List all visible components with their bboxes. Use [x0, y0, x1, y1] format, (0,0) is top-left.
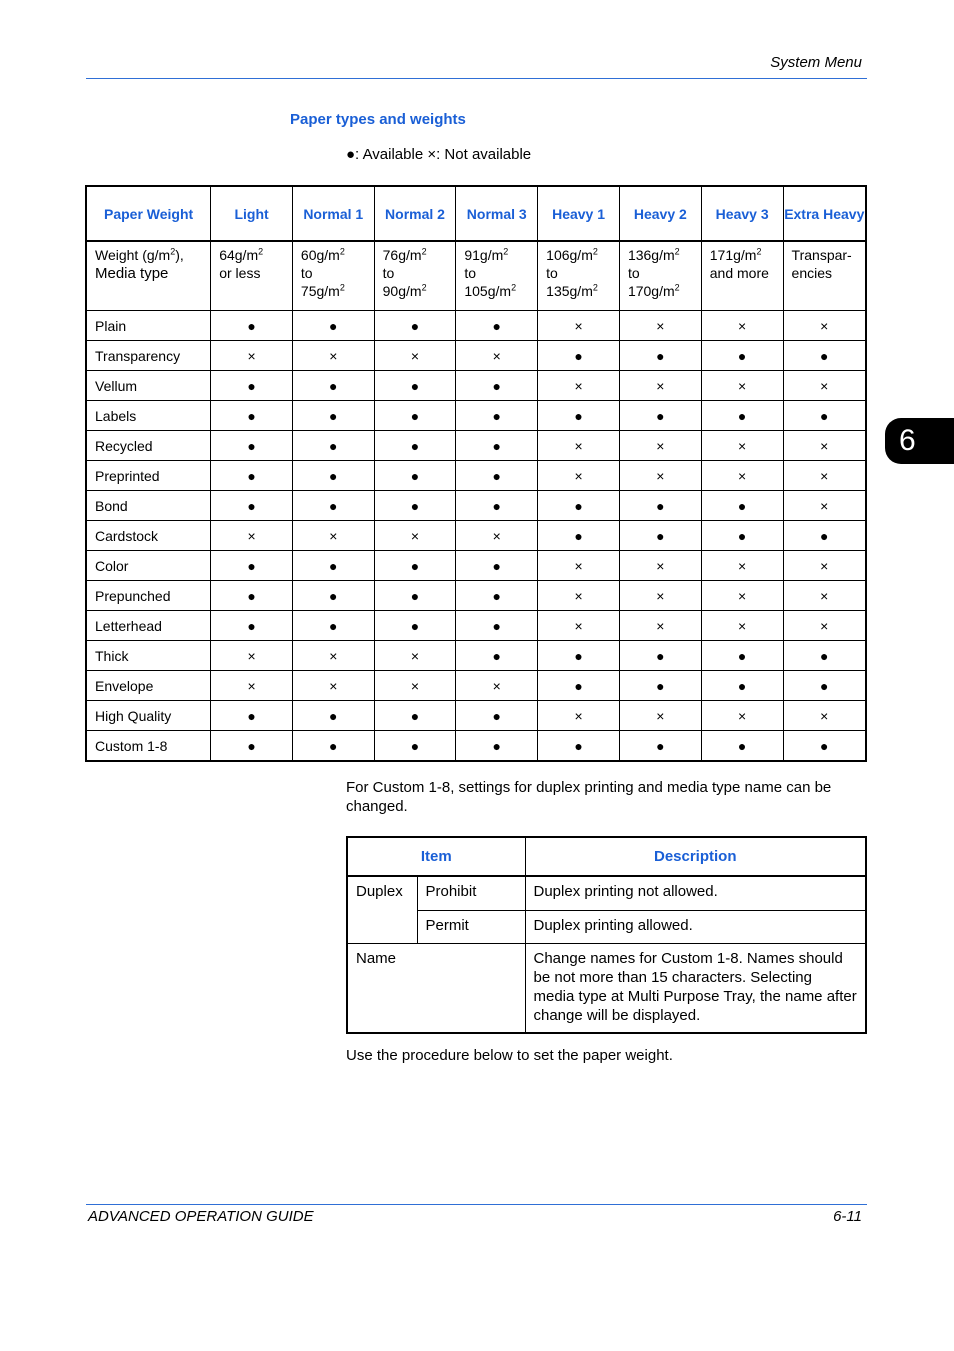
- header-item: Item: [347, 837, 525, 876]
- not-available-mark: ×: [783, 611, 866, 641]
- prohibit-option: Prohibit: [417, 876, 525, 910]
- name-description: Change names for Custom 1-8. Names should be not more than 15 characters. Selecting media type at Multi Purpose Tray, the name after change will be displayed.: [525, 944, 866, 1034]
- available-mark: ●: [783, 401, 866, 431]
- available-mark: ●: [292, 551, 374, 581]
- column-header: Normal 2: [374, 186, 456, 241]
- media-type-label: Transparency: [86, 341, 211, 371]
- available-mark: ●: [783, 641, 866, 671]
- available-mark: ●: [292, 581, 374, 611]
- table-row: [86, 461, 866, 491]
- not-available-mark: ×: [211, 671, 293, 701]
- not-available-mark: ×: [374, 671, 456, 701]
- available-mark: ●: [292, 731, 374, 762]
- media-type-label: Plain: [86, 311, 211, 341]
- table-row: [86, 641, 866, 671]
- available-mark: ●: [456, 731, 538, 762]
- available-mark: ●: [374, 491, 456, 521]
- table-row: [86, 611, 866, 641]
- available-mark: ●: [211, 371, 293, 401]
- not-available-mark: ×: [538, 461, 620, 491]
- available-mark: ●: [292, 431, 374, 461]
- media-type-label: Preprinted: [86, 461, 211, 491]
- not-available-mark: ×: [211, 521, 293, 551]
- available-mark: ●: [456, 641, 538, 671]
- not-available-mark: ×: [783, 431, 866, 461]
- available-mark: ●: [211, 461, 293, 491]
- not-available-mark: ×: [538, 581, 620, 611]
- table-row: [86, 581, 866, 611]
- available-mark: ●: [211, 401, 293, 431]
- weight-range-cell: $64g/m^2$ or less: [211, 241, 293, 311]
- not-available-mark: ×: [619, 611, 701, 641]
- available-mark: ●: [456, 701, 538, 731]
- media-type-label: Recycled: [86, 431, 211, 461]
- not-available-mark: ×: [374, 521, 456, 551]
- table-row: [86, 311, 866, 341]
- not-available-mark: ×: [701, 611, 783, 641]
- available-mark: ●: [211, 701, 293, 731]
- prohibit-description: Duplex printing not allowed.: [525, 876, 866, 910]
- not-available-mark: ×: [538, 701, 620, 731]
- not-available-mark: ×: [211, 341, 293, 371]
- available-mark: ●: [456, 371, 538, 401]
- not-available-mark: ×: [619, 371, 701, 401]
- available-mark: ●: [456, 401, 538, 431]
- available-mark: ●: [619, 731, 701, 762]
- available-mark: ●: [783, 521, 866, 551]
- available-mark: ●: [211, 431, 293, 461]
- table-row: [86, 551, 866, 581]
- not-available-mark: ×: [538, 371, 620, 401]
- available-mark: ●: [701, 641, 783, 671]
- available-mark: ●: [374, 551, 456, 581]
- table-row: [86, 701, 866, 731]
- table-row: [86, 401, 866, 431]
- table-header-row: [86, 186, 866, 241]
- not-available-mark: ×: [783, 701, 866, 731]
- media-type-label: Letterhead: [86, 611, 211, 641]
- weight-range-cell: $171g/m^2$ and more: [701, 241, 783, 311]
- column-header: Heavy 2: [619, 186, 701, 241]
- header-section-title: System Menu: [770, 54, 862, 71]
- not-available-mark: ×: [374, 641, 456, 671]
- column-header: Heavy 1: [538, 186, 620, 241]
- available-mark: ●: [538, 671, 620, 701]
- weight-row: [86, 241, 866, 311]
- media-type-label: Cardstock: [86, 521, 211, 551]
- available-mark: ●: [292, 371, 374, 401]
- available-mark: ●: [456, 611, 538, 641]
- available-mark: ●: [538, 341, 620, 371]
- available-mark: ●: [374, 701, 456, 731]
- paper-weights-table: [85, 185, 867, 762]
- available-mark: ●: [211, 491, 293, 521]
- available-mark: ●: [456, 431, 538, 461]
- available-mark: ●: [374, 431, 456, 461]
- table-row: [347, 876, 866, 910]
- available-mark: ●: [374, 401, 456, 431]
- weight-range-cell: $136g/m^2$ to $170g/m^2$: [619, 241, 701, 311]
- table-header-row: [347, 837, 866, 876]
- available-mark: ●: [538, 641, 620, 671]
- available-mark: ●: [619, 521, 701, 551]
- table-row: [347, 944, 866, 1034]
- available-mark: ●: [374, 311, 456, 341]
- column-header: Heavy 3: [701, 186, 783, 241]
- permit-option: Permit: [417, 910, 525, 944]
- media-type-label: Prepunched: [86, 581, 211, 611]
- not-available-mark: ×: [538, 311, 620, 341]
- available-mark: ●: [701, 671, 783, 701]
- not-available-mark: ×: [292, 671, 374, 701]
- available-mark: ●: [783, 731, 866, 762]
- media-type-label: High Quality: [86, 701, 211, 731]
- available-mark: ●: [538, 521, 620, 551]
- footer-guide-title: ADVANCED OPERATION GUIDE: [88, 1208, 314, 1225]
- not-available-mark: ×: [538, 611, 620, 641]
- available-mark: ●: [456, 311, 538, 341]
- weight-range-cell: $91g/m^2$ to $105g/m^2$: [456, 241, 538, 311]
- not-available-mark: ×: [783, 581, 866, 611]
- not-available-mark: ×: [292, 521, 374, 551]
- column-header: Light: [211, 186, 293, 241]
- not-available-mark: ×: [619, 701, 701, 731]
- not-available-mark: ×: [701, 371, 783, 401]
- available-mark: ●: [211, 611, 293, 641]
- procedure-text: Use the procedure below to set the paper weight.: [346, 1047, 673, 1064]
- not-available-mark: ×: [783, 371, 866, 401]
- available-mark: ●: [292, 701, 374, 731]
- permit-description: Duplex printing allowed.: [525, 910, 866, 944]
- not-available-mark: ×: [701, 701, 783, 731]
- available-mark: ●: [538, 491, 620, 521]
- available-mark: ●: [456, 581, 538, 611]
- available-mark: ●: [374, 731, 456, 762]
- not-available-mark: ×: [619, 311, 701, 341]
- custom-note: For Custom 1-8, settings for duplex printing and media type name can be changed.: [346, 779, 832, 815]
- not-available-mark: ×: [701, 551, 783, 581]
- media-type-label: Thick: [86, 641, 211, 671]
- available-mark: ●: [292, 491, 374, 521]
- available-mark: ●: [619, 341, 701, 371]
- not-available-mark: ×: [701, 311, 783, 341]
- available-mark: ●: [292, 401, 374, 431]
- media-type-label: Labels: [86, 401, 211, 431]
- not-available-mark: ×: [701, 461, 783, 491]
- not-available-mark: ×: [538, 551, 620, 581]
- chapter-tab: 6: [885, 418, 954, 464]
- custom-settings-table: [346, 836, 867, 1034]
- available-mark: ●: [619, 641, 701, 671]
- available-mark: ●: [374, 371, 456, 401]
- table-row: [86, 671, 866, 701]
- available-mark: ●: [374, 461, 456, 491]
- table-row: [86, 731, 866, 762]
- available-mark: ●: [701, 401, 783, 431]
- table-row: [86, 431, 866, 461]
- duplex-item: Duplex: [347, 876, 417, 944]
- table-row: [86, 491, 866, 521]
- available-mark: ●: [619, 401, 701, 431]
- weight-range-cell: $60g/m^2$ to $75g/m^2$: [292, 241, 374, 311]
- column-header: Normal 1: [292, 186, 374, 241]
- header-description: Description: [525, 837, 866, 876]
- column-header: Paper Weight: [86, 186, 211, 241]
- table-row: [86, 371, 866, 401]
- media-type-label: Custom 1-8: [86, 731, 211, 762]
- media-type-label: Bond: [86, 491, 211, 521]
- not-available-mark: ×: [456, 671, 538, 701]
- not-available-mark: ×: [374, 341, 456, 371]
- table-row: [347, 910, 866, 944]
- not-available-mark: ×: [456, 521, 538, 551]
- available-mark: ●: [211, 731, 293, 762]
- column-header: Normal 3: [456, 186, 538, 241]
- media-type-label: Vellum: [86, 371, 211, 401]
- not-available-mark: ×: [456, 341, 538, 371]
- header-rule: [86, 78, 867, 79]
- section-title: Paper types and weights: [290, 111, 466, 128]
- available-mark: ●: [456, 551, 538, 581]
- available-mark: ●: [701, 341, 783, 371]
- media-type-label: Color: [86, 551, 211, 581]
- table-row: [86, 521, 866, 551]
- weight-range-cell: Transpar- encies: [783, 241, 866, 311]
- not-available-mark: ×: [619, 461, 701, 491]
- weight-range-cell: $106g/m^2$ to $135g/m^2$: [538, 241, 620, 311]
- name-item: Name: [347, 944, 525, 1034]
- available-mark: ●: [783, 671, 866, 701]
- available-mark: ●: [374, 581, 456, 611]
- available-mark: ●: [292, 611, 374, 641]
- available-mark: ●: [538, 401, 620, 431]
- available-mark: ●: [456, 491, 538, 521]
- not-available-mark: ×: [701, 431, 783, 461]
- column-header: Extra Heavy: [783, 186, 866, 241]
- available-mark: ●: [292, 311, 374, 341]
- available-mark: ●: [292, 461, 374, 491]
- available-mark: ●: [374, 611, 456, 641]
- not-available-mark: ×: [211, 641, 293, 671]
- available-mark: ●: [538, 731, 620, 762]
- not-available-mark: ×: [292, 341, 374, 371]
- footer-rule: [86, 1204, 867, 1205]
- not-available-mark: ×: [619, 431, 701, 461]
- table-row: [86, 341, 866, 371]
- available-mark: ●: [619, 491, 701, 521]
- not-available-mark: ×: [619, 551, 701, 581]
- not-available-mark: ×: [292, 641, 374, 671]
- weight-row-label: Weight $(g/m^2)$, Media type: [86, 241, 211, 311]
- not-available-mark: ×: [619, 581, 701, 611]
- available-mark: ●: [211, 311, 293, 341]
- not-available-mark: ×: [783, 461, 866, 491]
- available-mark: ●: [783, 341, 866, 371]
- media-type-label: Envelope: [86, 671, 211, 701]
- available-mark: ●: [619, 671, 701, 701]
- available-mark: ●: [211, 551, 293, 581]
- available-mark: ●: [211, 581, 293, 611]
- available-mark: ●: [456, 461, 538, 491]
- weight-range-cell: $76g/m^2$ to $90g/m^2$: [374, 241, 456, 311]
- footer-page-number: 6-11: [833, 1208, 862, 1225]
- available-mark: ●: [701, 491, 783, 521]
- not-available-mark: ×: [783, 311, 866, 341]
- not-available-mark: ×: [701, 581, 783, 611]
- not-available-mark: ×: [783, 551, 866, 581]
- availability-legend: ●: Available ×: Not available: [346, 146, 532, 163]
- not-available-mark: ×: [538, 431, 620, 461]
- available-mark: ●: [701, 731, 783, 762]
- not-available-mark: ×: [783, 491, 866, 521]
- available-mark: ●: [701, 521, 783, 551]
